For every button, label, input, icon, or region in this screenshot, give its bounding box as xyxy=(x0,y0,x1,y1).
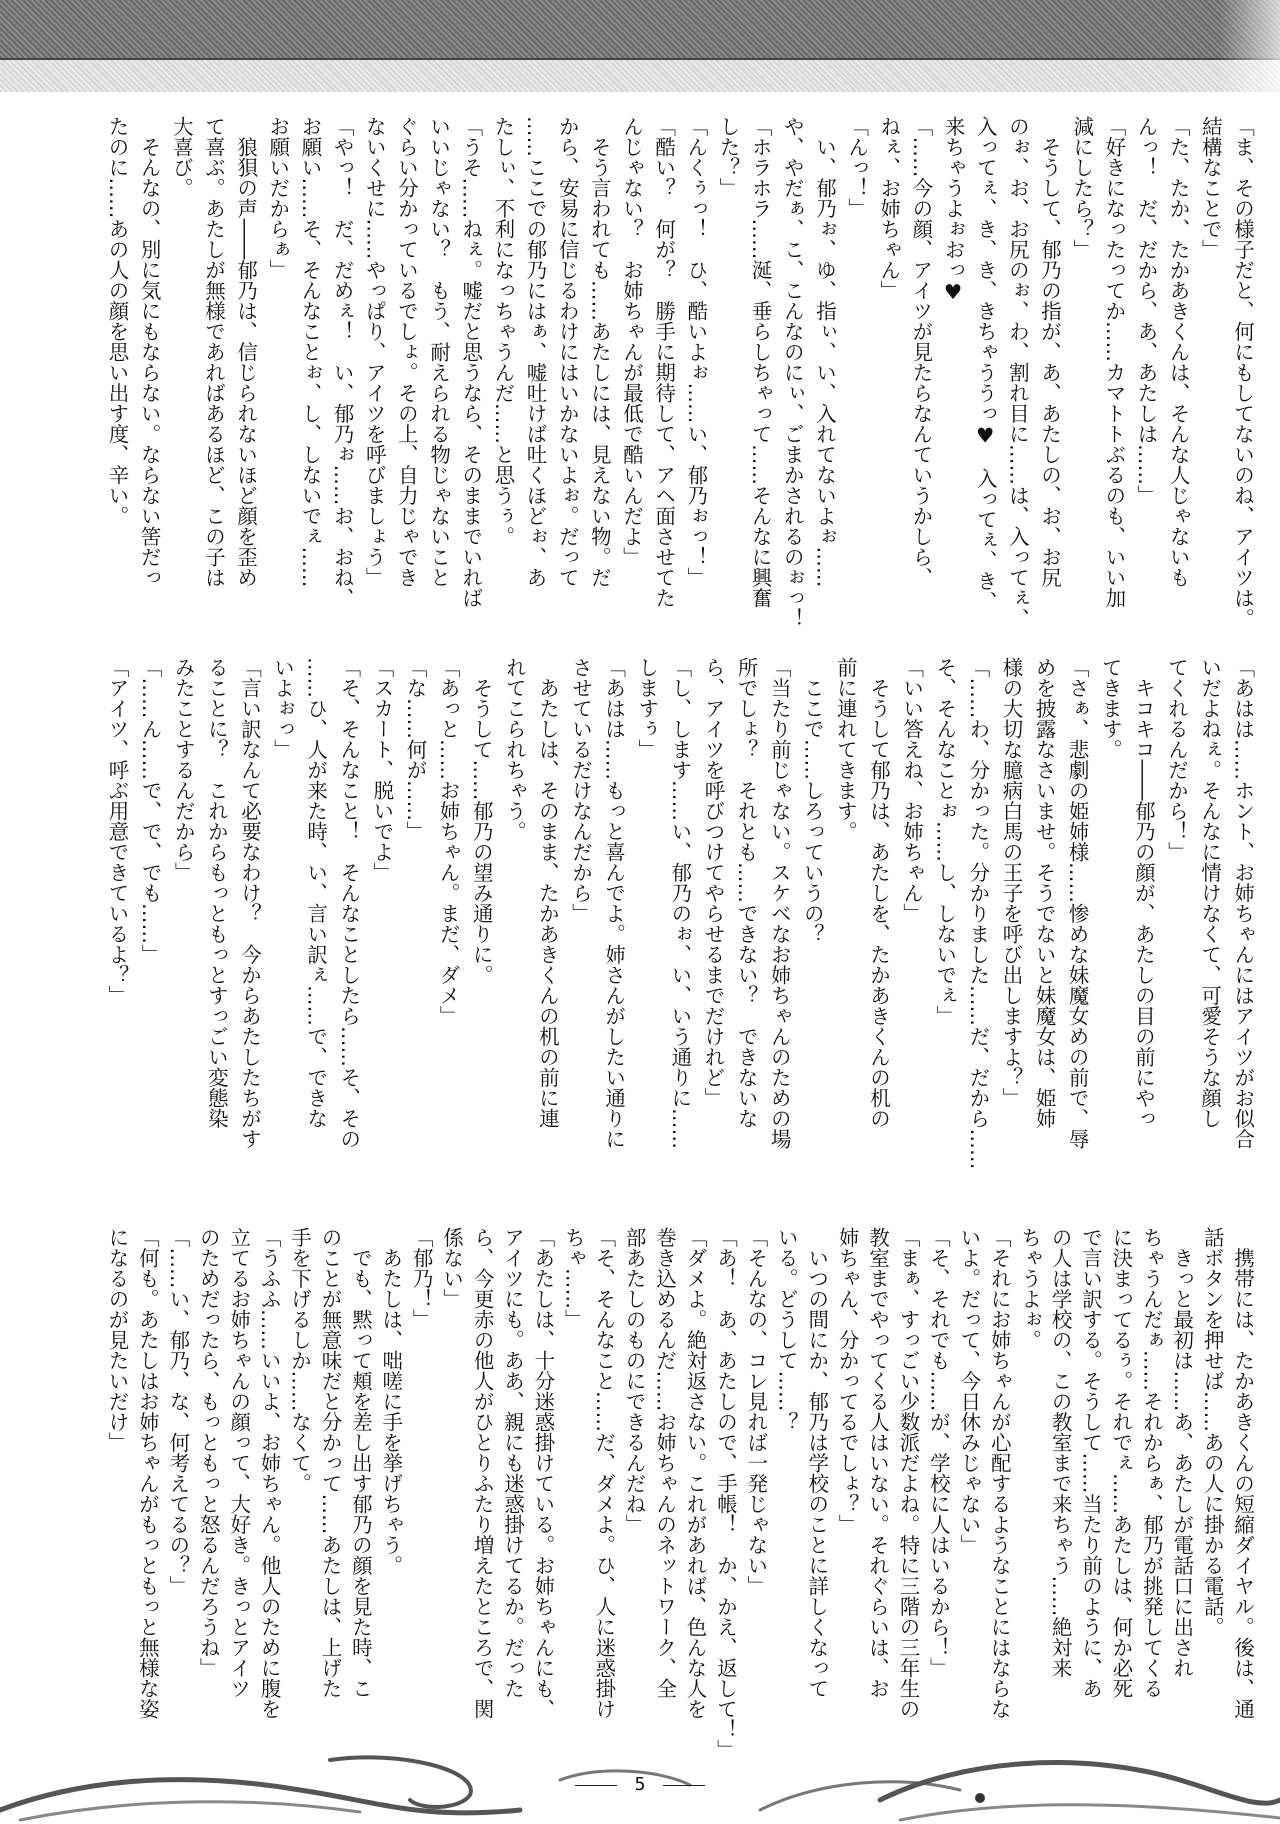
text-line: めを披露なさいませ。そうでないと妹魔女は、姫姉 xyxy=(1032,657,1057,1129)
text-line: いだよねぇ。そんなに情けなくて、可愛そうな顔し xyxy=(1197,657,1222,1129)
text-line: 「当たり前じゃない。スケベなお姉ちゃんのための場 xyxy=(767,657,792,1149)
text-line: いよ。だって、今日休みじゃない」 xyxy=(956,1227,981,1555)
text-line: ら、今更赤の他人がひとりふたり増えたところで、関 xyxy=(470,1227,495,1719)
text-line: でも、黙って頬を差し出す郁乃の顔を見た時、こ xyxy=(348,1227,373,1699)
text-line: 「ま、その様子だと、何にもしてないのね、アイツは。 xyxy=(1230,116,1255,629)
text-tier-middle xyxy=(104,657,1256,1202)
text-line: そ、そんなことぉ……し、しないでぇ」 xyxy=(932,657,957,1026)
text-line: 「な……何が……」 xyxy=(402,657,427,842)
text-line: のためだったら、もっともっと怒るんだろうね」 xyxy=(196,1227,221,1678)
text-line: そう言われても……あたしには、見えない物。だ xyxy=(587,116,612,588)
text-line: ……ひ、人が来た時、い、言い訳ぇ……で、できな xyxy=(303,657,328,1129)
text-line: ぐらい分かっているでしょ。その上、自力じゃでき xyxy=(394,116,419,588)
text-line: のぉ、お、お尻のぉ、わ、割れ目に……は、入ってぇ、 xyxy=(1005,116,1030,629)
text-line: 「スカート、脱いでよ」 xyxy=(369,657,394,883)
text-line: いいじゃない？ もう、耐えられる物じゃないこと xyxy=(426,116,451,588)
text-line: 「……今の顔、アイツが見たらなんていうかしら、 xyxy=(908,116,933,588)
text-tier-bottom xyxy=(104,1227,1256,1760)
text-line: 「あはは……ホント、お姉ちゃんにはアイツがお似合 xyxy=(1230,657,1255,1149)
text-line: 所でしょ？ それとも……できない？ できないな xyxy=(734,657,759,1129)
text-line: そうして、郁乃の指が、あ、あたしの、お、お尻 xyxy=(1037,116,1062,588)
text-line: 様の大切な臆病白馬の王子を呼び出しますよ？」 xyxy=(998,657,1023,1108)
text-line: 来ちゃうよぉおっ♥ xyxy=(941,116,966,304)
text-line: たしぃ、不利になっちゃうんだ……と思うぅ。 xyxy=(490,116,515,547)
text-line: 「ホラホラ……涎、垂らしちゃって……そんなに興奮 xyxy=(748,116,773,608)
text-line: 「うふふ……いいよ、お姉ちゃん。他人のために腹を xyxy=(257,1227,282,1719)
text-line: んじゃない？ お姉ちゃんが最低で酷いんだよ」 xyxy=(619,116,644,567)
text-line: 「アイツ、呼ぶ用意できているよ？」 xyxy=(105,657,129,1006)
text-line: ちゃうよぉ。 xyxy=(1017,1227,1042,1350)
text-line: ここで……しろっていうの？ xyxy=(800,657,825,944)
text-line: のことが無意味だと分かって……あたしは、上げた xyxy=(317,1227,342,1699)
text-line: お願い……そ、そんなことぉ、し、しないでぇ…… xyxy=(297,116,322,588)
text-line: いよぉっ」 xyxy=(270,657,295,760)
text-line: 「何も。あたしはお姉ちゃんがもっともっと無様な姿 xyxy=(135,1227,160,1719)
text-line: 「郁乃！」 xyxy=(409,1227,434,1330)
text-line: お願いだからぁ」 xyxy=(265,116,290,280)
text-line: 「言い訳なんて必要なわけ？ 今からあたしたちがす xyxy=(237,657,262,1149)
text-line: あたしは、咄嗟に手を挙げちゃう。 xyxy=(378,1227,403,1576)
page-number-dash-left xyxy=(575,1785,617,1786)
text-line: 「さぁ、悲劇の姫姉様……惨めな妹魔女めの前で、辱 xyxy=(1065,657,1090,1149)
text-line: や、やだぁ、こ、こんなのにぃ、ごまかされるのぉっ！ xyxy=(780,116,805,629)
text-line: 係ない」 xyxy=(439,1227,464,1309)
text-line: 「あたしは、十分迷惑掛けている。お姉ちゃんにも、 xyxy=(530,1227,555,1719)
text-line: の人は学校の、この教室まで来ちゃう……絶対来 xyxy=(1048,1227,1073,1678)
page-number xyxy=(0,1774,1280,1795)
text-line: ……ここでの郁乃にはぁ、嘘吐けば吐くほどぉ、あ xyxy=(523,116,548,588)
text-line: 「そんなの、コレ見れば一発じゃない」 xyxy=(743,1227,768,1596)
text-line: 教室までやってくる人はいない。それぐらいは、お xyxy=(865,1227,890,1699)
text-line: 「好きになったってか……カマトトぶるのも、いい加 xyxy=(1101,116,1126,608)
text-line: れてこられちゃう。 xyxy=(502,657,527,842)
text-line: キコキコ――郁乃の顔が、あたしの目の前にやっ xyxy=(1131,657,1156,1129)
text-line: いる。どうして……？ xyxy=(774,1227,799,1432)
text-line: 狼狽の声――郁乃は、信じられないほど顔を歪め xyxy=(233,116,258,588)
text-line: んっ！ だ、だから、あ、あたしは……」 xyxy=(1134,116,1158,506)
header-band-dark xyxy=(0,0,1280,60)
text-line: 「……ん……で、で、でも……」 xyxy=(138,657,163,965)
text-line: ないくせに……やっぱり、アイツを呼びましょう」 xyxy=(362,116,387,588)
text-line: 「あはは……もっと喜んでよ。姉さんがしたい通りに xyxy=(601,657,626,1149)
text-line: そんなの、別に気にもならない。ならない筈だっ xyxy=(137,116,162,588)
text-line: 「あっと……お姉ちゃん。まだ、ダメ」 xyxy=(436,657,461,1026)
text-line: しますぅ」 xyxy=(634,657,659,760)
text-line: 減にしたら？」 xyxy=(1069,116,1094,260)
text-line: 「そ、そんなこと……だ、ダメよ。ひ、人に迷惑掛け xyxy=(591,1227,616,1719)
text-line: から、安易に信じるわけにはいかないよぉ。だって xyxy=(555,116,580,588)
text-line: そうして郁乃は、あたしを、たかあきくんの机の xyxy=(866,657,891,1129)
text-line: てきます。 xyxy=(1098,657,1123,760)
text-line: 「そ、そんなこと！ そんなことしたら……そ、その xyxy=(336,657,361,1149)
text-line: に決まってるぅ。それでぇ……あたしは、何か必死 xyxy=(1108,1227,1133,1699)
text-line: させているだけなんだから」 xyxy=(568,657,593,924)
text-line: 「んっ！」 xyxy=(844,116,869,219)
text-line: 立てるお姉ちゃんの顔って、大好き。きっとアイツ xyxy=(226,1227,251,1699)
text-line: 「いい答えね、お姉ちゃん」 xyxy=(899,657,924,924)
page-number-value: 5 xyxy=(634,1774,646,1795)
text-line: ら、アイツを呼びつけてやらせるまでだけれど」 xyxy=(700,657,725,1108)
text-line: 「そ、それでも……が、学校に人はいるから！」 xyxy=(926,1227,951,1678)
text-line: いつの間にか、郁乃は学校のことに詳しくなって xyxy=(804,1227,829,1699)
header-band-light xyxy=(0,60,1280,92)
text-line: 「……わ、分かった。分かりました……だ、だから…… xyxy=(965,657,990,1170)
text-line: 前に連れてきます。 xyxy=(833,657,858,842)
text-line: 手を下げるしか……なくて。 xyxy=(287,1227,312,1494)
text-line: ることに？ これからもっともっとすっごい変態染 xyxy=(204,657,229,1129)
text-line: 「し、します……い、郁乃のぉ、い、いう通りに…… xyxy=(667,657,692,1149)
text-line: ねぇ、お姉ちゃん」 xyxy=(876,116,901,301)
text-line: 「酷い？ 何が？ 勝手に期待して、アヘ面させてた xyxy=(651,116,676,608)
text-line: 「あ！ あ、あたしので、手帳！ か、かえ、返して！」 xyxy=(713,1227,738,1760)
text-line: 巻き込めるんだ……お姉ちゃんのネットワーク、全 xyxy=(652,1227,677,1699)
text-line: そうして……郁乃の望み通りに。 xyxy=(469,657,494,985)
text-line: 部あたしのものにできるんだね」 xyxy=(622,1227,647,1535)
text-line: 大喜び。 xyxy=(169,116,194,198)
text-line: 「うそ……ねぇ。嘘だと思うなら、そのままでいれば xyxy=(458,116,483,608)
text-line: てくれるんだから！」 xyxy=(1164,657,1189,862)
text-line: 携帯には、たかあきくんの短縮ダイヤル。後は、通 xyxy=(1230,1227,1255,1719)
text-line: 「やっ！ だ、だめぇ！ い、郁乃ぉ……お、おね、 xyxy=(330,116,355,608)
text-line: になるのが見たいだけ」 xyxy=(105,1227,129,1453)
text-line: たのに……あの人の顔を思い出す度、辛い。 xyxy=(105,116,129,526)
text-tier-top xyxy=(104,116,1256,631)
text-line: 「……い、郁乃、な、何考えてるの？」 xyxy=(165,1227,190,1596)
text-line: 「ダメよ。絶対返さない。これがあれば、色んな人を xyxy=(683,1227,708,1719)
text-line: て喜ぶ。あたしが無様であればあるほど、この子は xyxy=(201,116,226,588)
text-line: 入ってぇ、き、き、きちゃううっ♥ 入ってぇ、き、 xyxy=(973,116,998,612)
text-line: い、郁乃ぉ、ゆ、指ぃ、い、入れてないよぉ…… xyxy=(812,116,837,588)
text-line: で言い訳する。そうして……当たり前のように、あ xyxy=(1078,1227,1103,1699)
text-line: あたしは、そのまま、たかあきくんの机の前に連 xyxy=(535,657,560,1129)
text-line: 結構なことで」 xyxy=(1198,116,1223,260)
text-line: みたことするんだから」 xyxy=(171,657,196,883)
text-line: ちゃうんだぁ……それからぁ、郁乃が挑発してくる xyxy=(1139,1227,1164,1699)
text-line: 話ボタンを押せば……あの人に掛かる電話。 xyxy=(1200,1227,1225,1637)
text-line: アイツにも。ああ、親にも迷惑掛けてるか。だった xyxy=(500,1227,525,1699)
text-line: ちゃ……」 xyxy=(561,1227,586,1330)
text-line: 「んくぅっ！ ひ、酷いよぉ……い、郁乃ぉっ！」 xyxy=(683,116,708,588)
page-number-dash-right xyxy=(663,1785,705,1786)
text-line: 「た、たか、たかあきくんは、そんな人じゃないも xyxy=(1166,116,1191,588)
text-line: きっと最初は……あ、あたしが電話口に出され xyxy=(1169,1227,1194,1678)
text-line: した？」 xyxy=(715,116,740,198)
text-line: 「それにお姉ちゃんが心配するようなことにはならな xyxy=(987,1227,1012,1719)
text-line: 「まぁ、すっごい少数派だよね。特に三階の三年生の xyxy=(895,1227,920,1719)
text-line: 姉ちゃん、分かってるでしょ？」 xyxy=(835,1227,860,1535)
